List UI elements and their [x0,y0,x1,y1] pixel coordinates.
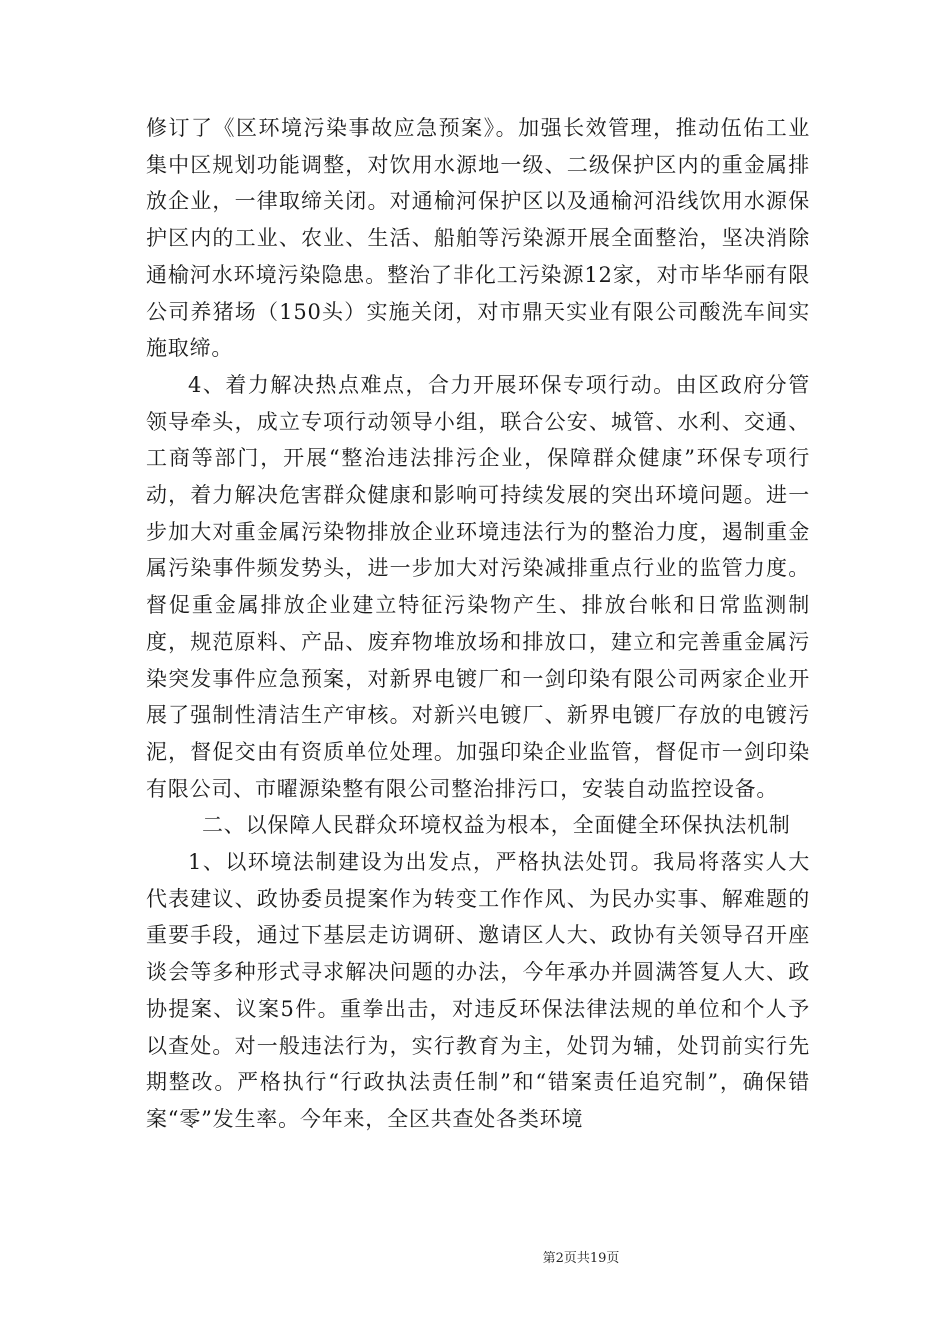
paragraph-item-4: 4、着力解决热点难点，合力开展环保专项行动。由区政府分管领导牵头，成立专项行动领导小组，联合公安、城管、水利、交通、工商等部门，开展“整治违法排污企业，保障群众健康”环保专项行动，着力解决危害群众健康和影响可持续发展的突出环境问题。进一步加大对重金属污染物排放企业环境违法行为的整治力度，遏制重金属污染事件频发势头，进一步加大对污染减排重点行业的监管力度。督促重金属排放企业建立特征污染物产生、排放台帐和日常监测制度，规范原料、产品、废弃物堆放场和排放口，建立和完善重金属污染突发事件应急预案，对新界电镀厂和一剑印染有限公司两家企业开展了强制性清洁生产审核。对新兴电镀厂、新界电镀厂存放的电镀污泥，督促交由有资质单位处理。加强印染企业监管，督促市一剑印染有限公司、市曜源染整有限公司整治排污口，安装自动监控设备。 [146,372,810,801]
paragraph-continuation: 修订了《区环境污染事故应急预案》。加强长效管理，推动伍佑工业集中区规划功能调整，对饮用水源地一级、二级保护区内的重金属排放企业，一律取缔关闭。对通榆河保护区以及通榆河沿线饮用水源保护区内的工业、农业、生活、船舶等污染源开展全面整治，坚决消除通榆河水环境污染隐患。整治了非化工污染源12家，对市毕华丽有限公司养猪场（150头）实施关闭，对市鼎天实业有限公司酸洗车间实施取缔。 [146,116,810,361]
page-number-footer: 第2页共19页 [542,1251,620,1266]
paragraph-item-1: 1、以环境法制建设为出发点，严格执法处罚。我局将落实人大代表建议、政协委员提案作为转变工作作风、为民办实事、解难题的重要手段，通过下基层走访调研、邀请区人大、政协有关领导召开座谈会等多种形式寻求解决问题的办法，今年承办并圆满答复人大、政协提案、议案5件。重拳出击，对违反环保法律法规的单位和个人予以查处。对一般违法行为，实行教育为主，处罚为辅，处罚前实行先期整改。严格执行“行政执法责任制”和“错案责任追究制”，确保错案“零”发生率。今年来，全区共查处各类环境 [146,850,810,1131]
section-heading-2: 二、以保障人民群众环境权益为根本，全面健全环保执法机制 [202,813,791,838]
body-text [146,110,810,1138]
